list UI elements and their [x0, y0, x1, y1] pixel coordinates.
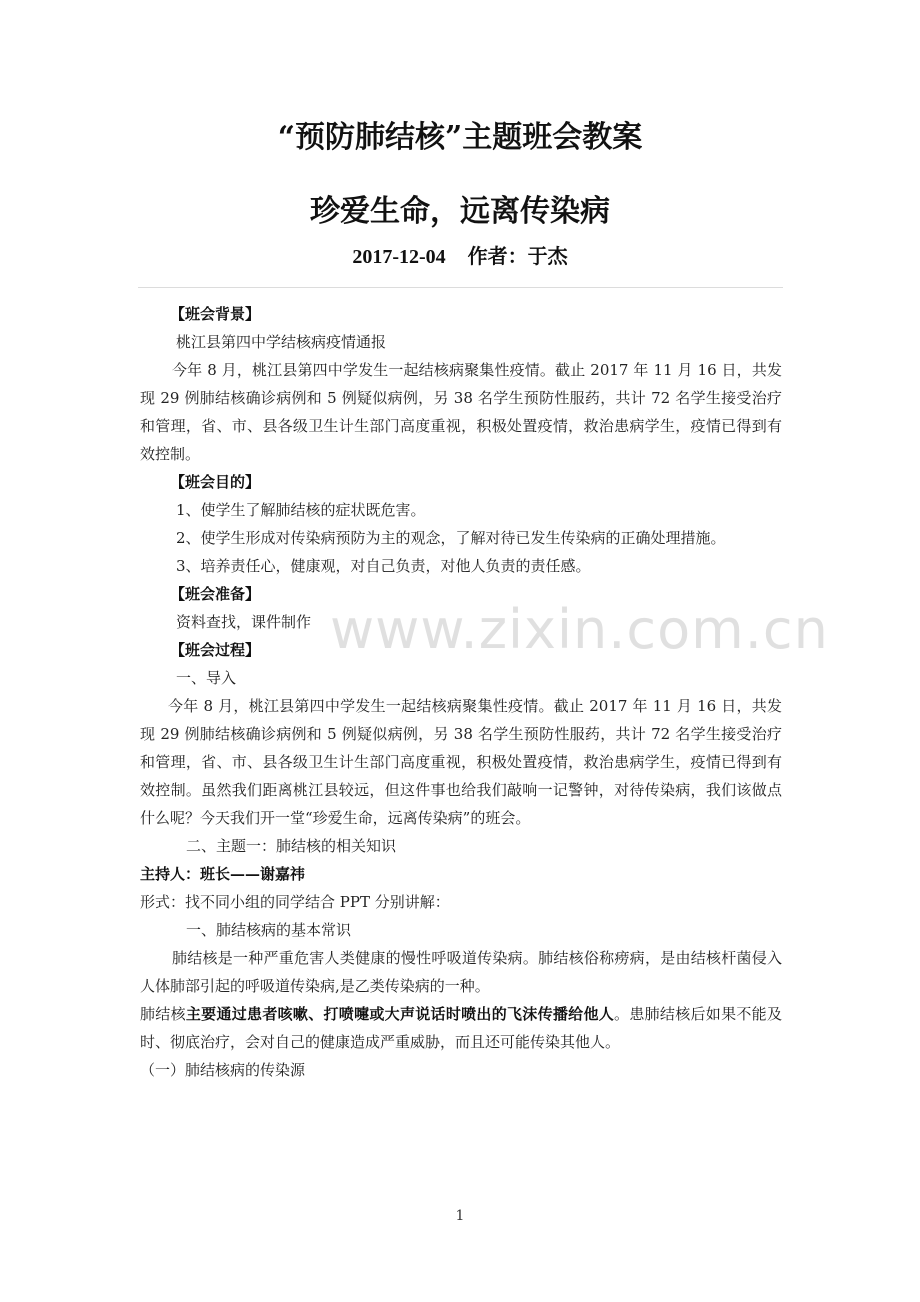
document-title: “预防肺结核”主题班会教案: [277, 120, 643, 155]
document-body: [140, 300, 782, 1084]
document-author: 作者：于杰: [467, 244, 568, 268]
document-date: 2017-12-04: [352, 246, 446, 268]
page-number: 1: [455, 1208, 465, 1224]
goal-item-3: 3、培养责任心，健康观，对自己负责，对他人负责的责任感。: [176, 557, 591, 575]
infection-source-heading: （一）肺结核病的传染源: [140, 1061, 306, 1079]
intro-heading: 一、导入: [176, 669, 237, 687]
transmission-paragraph: [140, 1000, 782, 1056]
intro-paragraph: 今年 8 月，桃江县第四中学发生一起结核病聚集性疫情。截止 2017 年 11 月 16 日，共发现 29 例肺结核确诊病例和 5 例疑似病例，另 38 名学生预防性服药，共计 72 名学生接受治疗和管理，省、市、县各级卫生计生部门高度重视，积极处置疫情，救治患病学生，疫情已得到有效控制。虽然我们距离桃江县较远，但这件事也给我们敲响一记警钟，对待传染病，我们该做点什么呢？今天我们开一堂“珍爱生命，远离传染病”的班会。: [140, 697, 782, 827]
basic-knowledge-heading: 一、肺结核病的基本常识: [186, 921, 352, 939]
section-heading-process: 【班会过程】: [170, 641, 261, 659]
transmission-emphasis: 主要通过患者咳嗽、打喷嚏或大声说话时喷出的飞沫传播给他人: [185, 1005, 615, 1023]
host-line: 主持人：班长——谢嘉祎: [140, 865, 306, 883]
basic-knowledge-paragraph: 肺结核是一种严重危害人类健康的慢性呼吸道传染病。肺结核俗称痨病，是由结核杆菌侵入人体肺部引起的呼吸道传染病,是乙类传染病的一种。: [140, 949, 782, 995]
section-heading-goals: 【班会目的】: [170, 473, 261, 491]
section-heading-prep: 【班会准备】: [170, 585, 261, 603]
transmission-prefix: 肺结核: [140, 1005, 186, 1023]
date-author-line: [0, 240, 920, 269]
background-paragraph: 今年 8 月，桃江县第四中学发生一起结核病聚集性疫情。截止 2017 年 11 月 16 日，共发现 29 例肺结核确诊病例和 5 例疑似病例，另 38 名学生预防性服药，共计 72 名学生接受治疗和管理，省、市、县各级卫生计生部门高度重视，积极处置疫情，救治患病学生，疫情已得到有效控制。: [140, 361, 782, 463]
goal-item-2: 2、使学生形成对传染病预防为主的观念，了解对待已发生传染病的正确处理措施。: [176, 529, 726, 547]
report-title: 桃江县第四中学结核病疫情通报: [176, 333, 387, 351]
transmission-suffix: 。患肺结核后如果不能及时、彻底治疗，会对自己的健康造成严重威胁，而且还可能传染其他人。: [140, 1005, 782, 1051]
header-divider: [138, 287, 783, 288]
goal-item-1: 1、使学生了解肺结核的症状既危害。: [176, 501, 426, 519]
form-line: 形式：找不同小组的同学结合 PPT 分别讲解：: [140, 893, 450, 911]
theme1-heading: 二、主题一：肺结核的相关知识: [186, 837, 397, 855]
watermark: www.zixin.com.cn: [330, 598, 829, 661]
section-heading-background: 【班会背景】: [170, 305, 261, 323]
document-subtitle: 珍爱生命，远离传染病: [310, 194, 610, 229]
prep-text: 资料查找，课件制作: [176, 613, 312, 631]
